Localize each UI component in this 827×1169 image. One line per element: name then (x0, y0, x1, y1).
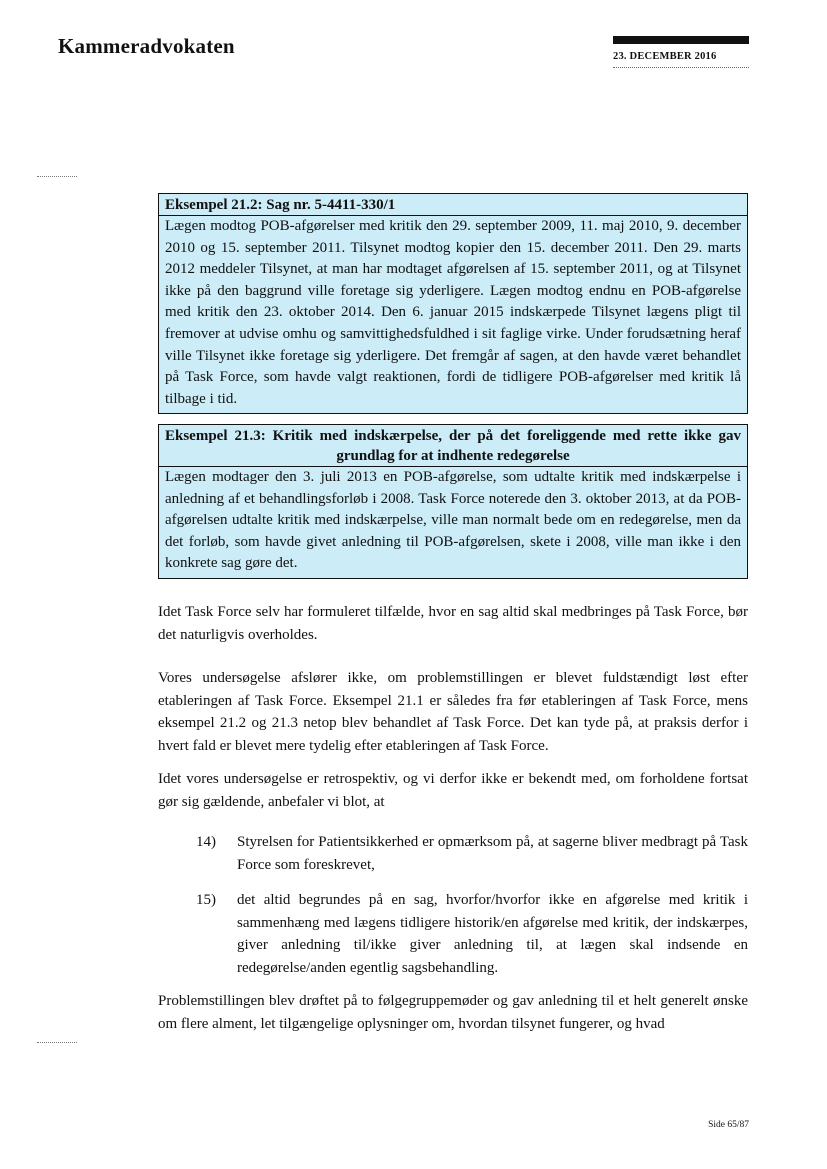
page-number: Side 65/87 (708, 1120, 749, 1130)
example-title: Eksempel 21.2: Sag nr. 5-4411-330/1 (159, 194, 747, 216)
body-paragraph: Idet Task Force selv har formuleret tilfælde, hvor en sag altid skal medbringes på Task Force, bør det naturligvis overholdes. (158, 604, 748, 643)
document-date: 23. DECEMBER 2016 (613, 51, 717, 62)
example-body: Lægen modtager den 3. juli 2013 en POB-afgørelse, som udtalte kritik med indskærpelse i anledning af et behandlingsforløb i 2008. Task Force noterede den 3. oktober 2013, at da POB-afgørelsen udtalte kritik med indskærpelse, ville man normalt bede om en redegørelse, men da det forløb, som havde givet anledning til POB-afgørelsen, skete i 2008, ville man ikke i den konkrete sag gøre det. (165, 469, 741, 572)
margin-marker (37, 1042, 77, 1043)
body-paragraph: Idet vores undersøgelse er retrospektiv, og vi derfor ikke er bekendt med, om forholdene fortsat gør sig gældende, anbefaler vi blot, at (158, 771, 748, 810)
header-bar (613, 36, 749, 44)
recommendation-number: 14) (196, 834, 216, 850)
example-box-21-2 (158, 193, 748, 414)
example-box-21-3 (158, 424, 748, 579)
margin-marker (37, 176, 77, 177)
recommendation-number: 15) (196, 892, 216, 908)
header-divider (613, 67, 749, 68)
closing-paragraph: Problemstillingen blev drøftet på to følgegruppemøder og gav anledning til et helt generelt ønske om flere alment, let tilgængelige oplysninger om, hvordan tilsynet fungerer, og hvad (158, 993, 748, 1032)
recommendation-text: Styrelsen for Patientsikkerhed er opmærksom på, at sagerne bliver medbragt på Task Force som foreskrevet, (237, 834, 748, 873)
example-title: Eksempel 21.3: Kritik med indskærpelse, der på det foreliggende med rette ikke gav grundlag for at indhente redegørelse (159, 425, 747, 467)
recommendation-text: det altid begrundes på en sag, hvorfor/hvorfor ikke en afgørelse med kritik i sammenhæng med lægens tidligere historik/en afgørelse med kritik, der indskærpes, giver anledning til/ikke giver anledning til, at lægen skal indsende en redegørelse/anden egentlig sagsbehandling. (237, 892, 748, 976)
firm-logo: Kammeradvokaten (58, 34, 235, 58)
example-body: Lægen modtog POB-afgørelser med kritik den 29. september 2009, 11. maj 2010, 9. december 2010 og 15. september 2011. Tilsynet modtog kopier den 15. december 2011. Den 29. marts 2012 meddeler Tilsynet, at man har modtaget afgørelsen af 15. september 2011, og at Tilsynet ikke på den baggrund ville foretage sig yderligere. Lægen modtog endnu en POB-afgørelse med kritik den 23. oktober 2014. Den 6. januar 2015 indskærpede Tilsynet lægens pligt til fremover at udvise omhu og samvittighedsfuldhed i sit faglige virke. Under forudsætning heraf ville Tilsynet ikke foretage sig yderligere. Det fremgår af sagen, at den havde været behandlet på Task Force, som havde valgt reaktionen, fordi de tidligere POB-afgørelser med kritik lå tilbage i tid. (165, 218, 741, 407)
body-paragraph: Vores undersøgelse afslører ikke, om problemstillingen er blevet fuldstændigt løst efter etableringen af Task Force. Eksempel 21.1 er således fra før etableringen af Task Force, mens eksempel 21.2 og 21.3 netop blev behandlet af Task Force. Det kan tyde på, at praksis derfor i hvert fald er blevet mere tydelig efter etableringen af Task Force. (158, 670, 748, 754)
